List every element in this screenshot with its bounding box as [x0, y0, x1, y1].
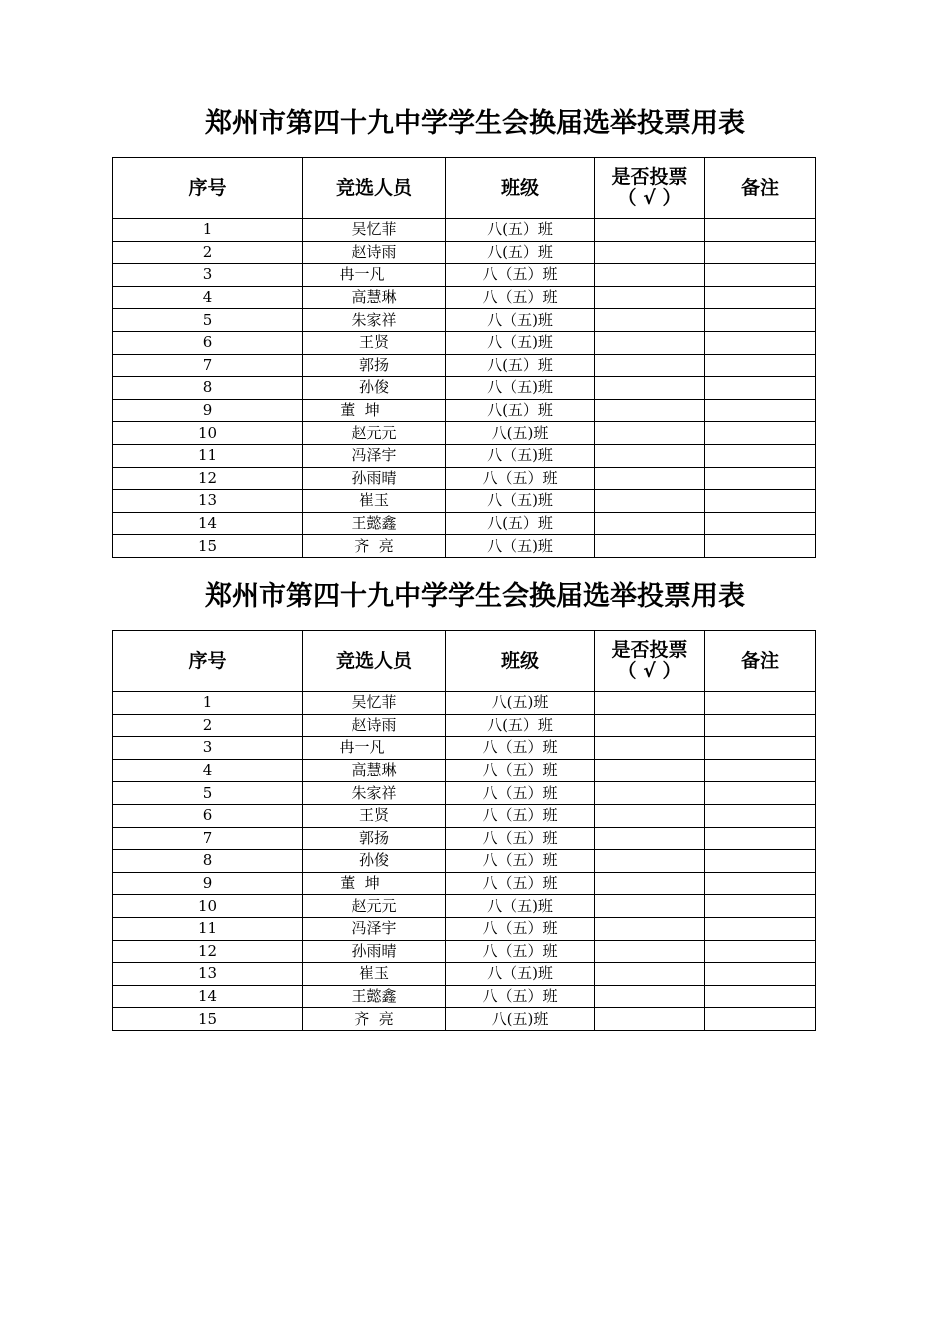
candidate-name-cell: 崔玉 [303, 963, 446, 986]
candidate-name-cell: 王懿鑫 [303, 512, 446, 535]
seq-cell: 4 [113, 286, 303, 309]
candidate-name-cell: 郭扬 [303, 827, 446, 850]
seq-cell: 4 [113, 759, 303, 782]
class-cell: 八（五)班 [446, 444, 595, 467]
seq-cell: 9 [113, 399, 303, 422]
candidate-name-cell: 王懿鑫 [303, 985, 446, 1008]
seq-cell: 11 [113, 444, 303, 467]
candidate-name-cell: 赵诗雨 [303, 714, 446, 737]
note-cell[interactable] [705, 895, 816, 918]
vote-checkbox-cell[interactable] [595, 535, 705, 558]
vote-checkbox-cell[interactable] [595, 963, 705, 986]
candidate-name-cell: 高慧琳 [303, 286, 446, 309]
header-vote-label: 是否投票 [611, 639, 688, 661]
table-row [113, 692, 816, 715]
vote-checkbox-cell[interactable] [595, 422, 705, 445]
table-row [113, 490, 816, 513]
header-row [113, 631, 816, 692]
seq-cell: 15 [113, 535, 303, 558]
class-cell: 八(五）班 [446, 241, 595, 264]
class-cell: 八（五）班 [446, 759, 595, 782]
vote-checkbox-cell[interactable] [595, 467, 705, 490]
table-row [113, 535, 816, 558]
seq-cell: 13 [113, 963, 303, 986]
header-note: 备注 [705, 158, 816, 219]
seq-cell: 1 [113, 219, 303, 242]
seq-cell: 3 [113, 737, 303, 760]
seq-cell: 2 [113, 241, 303, 264]
vote-checkbox-cell[interactable] [595, 377, 705, 400]
table-row [113, 759, 816, 782]
vote-checkbox-cell[interactable] [595, 354, 705, 377]
table-row [113, 512, 816, 535]
class-cell: 八(五）班 [446, 714, 595, 737]
candidate-name-cell: 齐 亮 [303, 535, 446, 558]
seq-cell: 10 [113, 895, 303, 918]
note-cell[interactable] [705, 850, 816, 873]
vote-checkbox-cell[interactable] [595, 444, 705, 467]
class-cell: 八（五）班 [446, 264, 595, 287]
note-cell[interactable] [705, 490, 816, 513]
seq-cell: 6 [113, 331, 303, 354]
seq-cell: 15 [113, 1008, 303, 1031]
class-cell: 八（五)班 [446, 490, 595, 513]
header-vote-check: （ √ ） [617, 187, 682, 209]
seq-cell: 8 [113, 850, 303, 873]
table-row [113, 377, 816, 400]
table-row [113, 872, 816, 895]
note-cell[interactable] [705, 467, 816, 490]
seq-cell: 12 [113, 467, 303, 490]
vote-checkbox-cell[interactable] [595, 512, 705, 535]
table-row [113, 444, 816, 467]
candidate-name-cell: 冯泽宇 [303, 917, 446, 940]
candidate-name-cell: 赵元元 [303, 422, 446, 445]
seq-cell: 11 [113, 917, 303, 940]
candidate-name-cell: 吴忆菲 [303, 692, 446, 715]
table-row [113, 804, 816, 827]
table-row [113, 309, 816, 332]
ballot-rows-1 [113, 219, 816, 558]
header-vote-check: （ √ ） [617, 660, 682, 682]
vote-checkbox-cell[interactable] [595, 895, 705, 918]
seq-cell: 5 [113, 309, 303, 332]
header-vote [595, 631, 705, 692]
seq-cell: 1 [113, 692, 303, 715]
candidate-name-cell: 董 坤 [303, 399, 446, 422]
candidate-name-cell: 孙雨晴 [303, 940, 446, 963]
class-cell: 八(五)班 [446, 692, 595, 715]
seq-cell: 6 [113, 804, 303, 827]
seq-cell: 13 [113, 490, 303, 513]
header-vote-label: 是否投票 [611, 166, 688, 188]
note-cell[interactable] [705, 219, 816, 242]
candidate-name-cell: 冉一凡 [303, 737, 446, 760]
note-cell[interactable] [705, 309, 816, 332]
candidate-name-cell: 郭扬 [303, 354, 446, 377]
candidate-name-cell: 孙雨晴 [303, 467, 446, 490]
candidate-name-cell: 崔玉 [303, 490, 446, 513]
header-note: 备注 [705, 631, 816, 692]
table-row [113, 399, 816, 422]
table-row [113, 331, 816, 354]
header-candidate: 竞选人员 [303, 158, 446, 219]
note-cell[interactable] [705, 286, 816, 309]
candidate-name-cell: 朱家祥 [303, 782, 446, 805]
class-cell: 八（五）班 [446, 737, 595, 760]
vote-checkbox-cell[interactable] [595, 759, 705, 782]
table-row [113, 827, 816, 850]
note-cell[interactable] [705, 737, 816, 760]
header-class: 班级 [446, 158, 595, 219]
header-class: 班级 [446, 631, 595, 692]
class-cell: 八(五)班 [446, 422, 595, 445]
candidate-name-cell: 王贤 [303, 331, 446, 354]
ballot-title-2: 郑州市第四十九中学学生会换届选举投票用表 [205, 581, 745, 612]
table-row [113, 850, 816, 873]
table-row [113, 940, 816, 963]
vote-checkbox-cell[interactable] [595, 692, 705, 715]
vote-checkbox-cell[interactable] [595, 917, 705, 940]
seq-cell: 14 [113, 512, 303, 535]
class-cell: 八(五）班 [446, 354, 595, 377]
class-cell: 八（五）班 [446, 985, 595, 1008]
class-cell: 八(五）班 [446, 219, 595, 242]
header-candidate: 竞选人员 [303, 631, 446, 692]
class-cell: 八（五）班 [446, 917, 595, 940]
class-cell: 八（五)班 [446, 377, 595, 400]
table-row [113, 422, 816, 445]
class-cell: 八（五)班 [446, 535, 595, 558]
note-cell[interactable] [705, 759, 816, 782]
candidate-name-cell: 齐 亮 [303, 1008, 446, 1031]
table-row [113, 895, 816, 918]
table-row [113, 467, 816, 490]
seq-cell: 10 [113, 422, 303, 445]
note-cell[interactable] [705, 512, 816, 535]
note-cell[interactable] [705, 354, 816, 377]
candidate-name-cell: 冉一凡 [303, 264, 446, 287]
table-row [113, 219, 816, 242]
candidate-name-cell: 王贤 [303, 804, 446, 827]
candidate-name-cell: 冯泽宇 [303, 444, 446, 467]
seq-cell: 7 [113, 354, 303, 377]
vote-checkbox-cell[interactable] [595, 872, 705, 895]
ballot-table-2 [112, 630, 816, 1031]
vote-checkbox-cell[interactable] [595, 782, 705, 805]
class-cell: 八（五)班 [446, 309, 595, 332]
table-row [113, 286, 816, 309]
vote-checkbox-cell[interactable] [595, 714, 705, 737]
class-cell: 八（五)班 [446, 963, 595, 986]
seq-cell: 14 [113, 985, 303, 1008]
vote-checkbox-cell[interactable] [595, 219, 705, 242]
class-cell: 八(五)班 [446, 1008, 595, 1031]
note-cell[interactable] [705, 535, 816, 558]
note-cell[interactable] [705, 692, 816, 715]
table-row [113, 241, 816, 264]
vote-checkbox-cell[interactable] [595, 850, 705, 873]
note-cell[interactable] [705, 241, 816, 264]
vote-checkbox-cell[interactable] [595, 241, 705, 264]
vote-checkbox-cell[interactable] [595, 264, 705, 287]
vote-checkbox-cell[interactable] [595, 331, 705, 354]
vote-checkbox-cell[interactable] [595, 940, 705, 963]
class-cell: 八（五)班 [446, 895, 595, 918]
vote-checkbox-cell[interactable] [595, 804, 705, 827]
table-row [113, 714, 816, 737]
note-cell[interactable] [705, 872, 816, 895]
ballot-rows-2 [113, 692, 816, 1031]
vote-checkbox-cell[interactable] [595, 1008, 705, 1031]
table-row [113, 354, 816, 377]
note-cell[interactable] [705, 963, 816, 986]
header-seq: 序号 [113, 158, 303, 219]
seq-cell: 7 [113, 827, 303, 850]
class-cell: 八（五）班 [446, 940, 595, 963]
class-cell: 八（五）班 [446, 782, 595, 805]
candidate-name-cell: 孙俊 [303, 850, 446, 873]
note-cell[interactable] [705, 827, 816, 850]
class-cell: 八（五）班 [446, 827, 595, 850]
vote-checkbox-cell[interactable] [595, 286, 705, 309]
seq-cell: 9 [113, 872, 303, 895]
ballot-table-1 [112, 157, 816, 558]
table-row [113, 782, 816, 805]
note-cell[interactable] [705, 940, 816, 963]
note-cell[interactable] [705, 399, 816, 422]
note-cell[interactable] [705, 782, 816, 805]
table-row [113, 963, 816, 986]
note-cell[interactable] [705, 917, 816, 940]
note-cell[interactable] [705, 422, 816, 445]
class-cell: 八（五）班 [446, 804, 595, 827]
seq-cell: 5 [113, 782, 303, 805]
seq-cell: 12 [113, 940, 303, 963]
vote-checkbox-cell[interactable] [595, 399, 705, 422]
note-cell[interactable] [705, 377, 816, 400]
candidate-name-cell: 吴忆菲 [303, 219, 446, 242]
note-cell[interactable] [705, 264, 816, 287]
candidate-name-cell: 孙俊 [303, 377, 446, 400]
class-cell: 八(五）班 [446, 512, 595, 535]
candidate-name-cell: 董 坤 [303, 872, 446, 895]
note-cell[interactable] [705, 444, 816, 467]
table-row [113, 917, 816, 940]
table-row [113, 985, 816, 1008]
class-cell: 八(五）班 [446, 399, 595, 422]
note-cell[interactable] [705, 331, 816, 354]
note-cell[interactable] [705, 804, 816, 827]
vote-checkbox-cell[interactable] [595, 490, 705, 513]
note-cell[interactable] [705, 985, 816, 1008]
vote-checkbox-cell[interactable] [595, 985, 705, 1008]
note-cell[interactable] [705, 714, 816, 737]
seq-cell: 2 [113, 714, 303, 737]
class-cell: 八（五）班 [446, 872, 595, 895]
seq-cell: 3 [113, 264, 303, 287]
class-cell: 八（五）班 [446, 286, 595, 309]
seq-cell: 8 [113, 377, 303, 400]
class-cell: 八（五）班 [446, 467, 595, 490]
table-row [113, 1008, 816, 1031]
vote-checkbox-cell[interactable] [595, 827, 705, 850]
vote-checkbox-cell[interactable] [595, 309, 705, 332]
ballot-title-1: 郑州市第四十九中学学生会换届选举投票用表 [205, 108, 745, 139]
table-row [113, 737, 816, 760]
header-row [113, 158, 816, 219]
class-cell: 八（五）班 [446, 850, 595, 873]
class-cell: 八（五)班 [446, 331, 595, 354]
vote-checkbox-cell[interactable] [595, 737, 705, 760]
candidate-name-cell: 高慧琳 [303, 759, 446, 782]
header-vote [595, 158, 705, 219]
candidate-name-cell: 赵诗雨 [303, 241, 446, 264]
header-seq: 序号 [113, 631, 303, 692]
candidate-name-cell: 赵元元 [303, 895, 446, 918]
note-cell[interactable] [705, 1008, 816, 1031]
table-row [113, 264, 816, 287]
candidate-name-cell: 朱家祥 [303, 309, 446, 332]
